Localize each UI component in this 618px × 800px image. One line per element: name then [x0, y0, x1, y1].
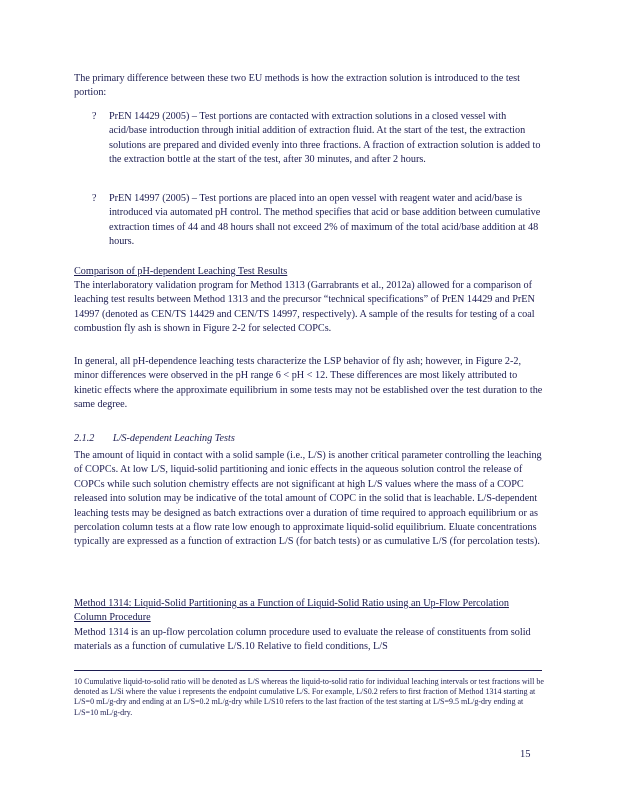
footnote: 10 Cumulative liquid-to-solid ratio will be denoted as L/S whereas the liquid-to-solid ratio for individual leaching intervals or test fractions will be denoted as L/Si where the value i represents the endpoint cumulative L/S. For example, L/S0.2 refers to first fraction of Method 1314 starting at L/S=0 mL/g-dry and ending at an L/S=0.2 mL/g-dry while L/S10 refers to the last fraction of the test starting at L/S=9.5 mL/g-dry ending at L/S=10 mL/g-dry.	[74, 677, 544, 717]
footnote-divider	[74, 670, 542, 671]
bullet-marker: ?	[92, 193, 97, 204]
section-heading-method1314: Method 1314: Liquid-Solid Partitioning as a Function of Liquid-Solid Ratio using an Up-Flow Percolation Column Procedure	[74, 598, 509, 624]
section-heading-comparison: Comparison of pH-dependent Leaching Test Results	[74, 266, 288, 277]
subsection-heading	[74, 432, 251, 446]
subsection-number: 2.1.2	[74, 433, 95, 444]
intro-paragraph: The primary difference between these two EU methods is how the extraction solution is introduced to the test portion:	[74, 73, 520, 99]
bullet-item-prEN14997: PrEN 14997 (2005) – Test portions are placed into an open vessel with reagent water and acid/base is introduced via automated pH control. The method specifies that acid or base addition between cumulative extraction times of 44 and 48 hours shall not exceed 2% of maximum of the total acid/base addition at 48 hours.	[109, 193, 541, 248]
page-number: 15	[520, 749, 531, 760]
paragraph-ls-dependent: The amount of liquid in contact with a solid sample (i.e., L/S) is another critical parameter controlling the leaching of COPCs. At low L/S, liquid-solid partitioning and ionic effects in the aqueous solution control the release of COPCs while such solution chemistry effects are not significant at high L/S values where the mass of a COPC released into solution may be indicative of the total amount of COPC in the solid that is leachable. L/S-dependent leaching tests may be designed as batch extractions over a duration of time required to approach equilibrium or as percolation column tests at a flow rate low enough to approximate liquid-solid equilibrium. Eluate concentrations typically are expressed as a function of extraction L/S (for batch tests) or as cumulative L/S (for percolation tests).	[74, 450, 542, 548]
paragraph-ph-dependence: In general, all pH-dependence leaching tests characterize the LSP behavior of fly ash; however, in Figure 2-2, minor differences were observed in the pH range 6 < pH < 12. These differences are most likely attributed to kinetic effects where the approximate equilibrium in some tests may not be established over the test duration to the same degree.	[74, 356, 543, 411]
paragraph-method1314: Method 1314 is an up-flow percolation column procedure used to evaluate the release of constituents from solid materials as a function of cumulative L/S.10 Relative to field conditions, L/S	[74, 627, 531, 653]
bullet-item-prEN14429: PrEN 14429 (2005) – Test portions are contacted with extraction solutions in a closed vessel with acid/base introduction through initial addition of extraction fluid. At the start of the test, the extraction solutions are prepared and divided evenly into three fractions. A fraction of extraction solution is added to the extraction bottle at the start of the test, after 30 minutes, and after 2 hours.	[109, 111, 541, 166]
bullet-marker: ?	[92, 111, 97, 122]
subsection-title: L/S-dependent Leaching Tests	[112, 433, 235, 444]
paragraph-comparison: The interlaboratory validation program for Method 1313 (Garrabrants et al., 2012a) allowed for a comparison of leaching test results between Method 1313 and the precursor “technical specifications” of PrEN 14429 and PrEN 14997 (denoted as CEN/TS 14429 and CEN/TS 14997, respectively). A sample of the results for testing of a coal combustion fly ash is shown in Figure 2-2 for selected COPCs.	[74, 280, 535, 335]
